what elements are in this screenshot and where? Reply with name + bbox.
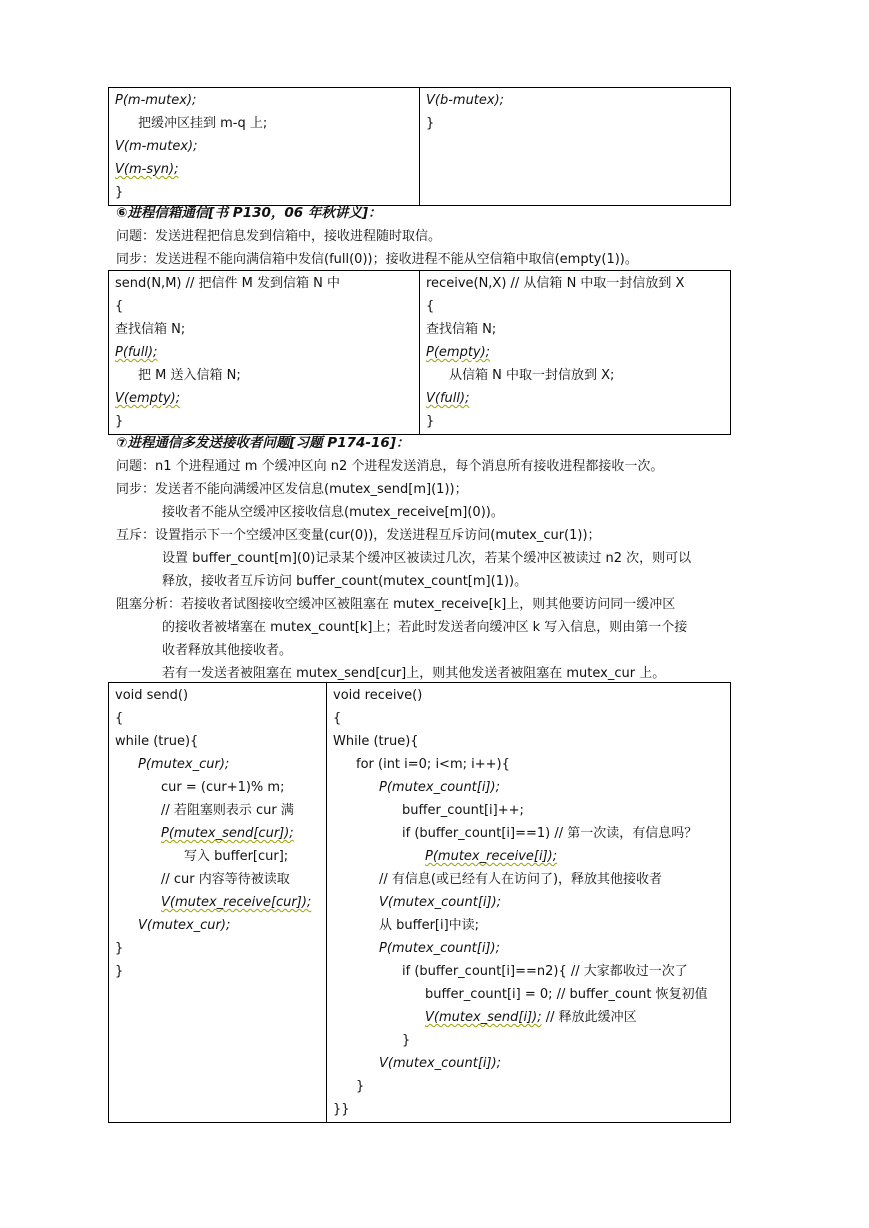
code-line: P(mutex_count[i]); (379, 941, 500, 956)
section7-line: 的接收者被堵塞在 mutex_count[k]上；若此时发送者向缓冲区 k 写入信息，则由第一个接 (162, 620, 688, 635)
table3-left-cell (109, 683, 327, 1123)
code-table-2 (108, 270, 731, 435)
section7-line: 互斥：设置指示下一个空缓冲区变量(cur(0))，发送进程互斥访问(mutex_cur(1))； (116, 528, 601, 543)
code-line: { (115, 299, 124, 314)
code-line: receive(N,X) // 从信箱 N 中取一封信放到 X (426, 276, 685, 291)
code-line: 把 M 送入信箱 N; (138, 368, 241, 383)
table2-right-cell (420, 271, 731, 435)
code-line: for (int i=0; i<m; i++){ (356, 757, 510, 772)
code-line: P(mutex_send[cur]); (161, 826, 294, 841)
code-line: 查找信箱 N; (426, 322, 497, 337)
code-line: V(mutex_cur); (138, 918, 231, 933)
code-line: cur = (cur+1)% m; (161, 780, 285, 795)
code-line: V(m-syn); (115, 162, 179, 177)
code-line: V(m-mutex); (115, 139, 198, 154)
section7-line: 收者释放其他接收者。 (162, 643, 293, 658)
code-line: { (333, 711, 342, 726)
table1-right-cell (420, 88, 731, 206)
code-line: V(full); (426, 391, 470, 406)
code-line: 查找信箱 N; (115, 322, 186, 337)
code-line: V(mutex_count[i]); (379, 895, 502, 910)
code-line: if (buffer_count[i]==n2){ // 大家都收过一次了 (402, 964, 688, 979)
code-line: 写入 buffer[cur]; (184, 849, 289, 864)
code-line: V(empty); (115, 391, 181, 406)
code-line: V(mutex_count[i]); (379, 1056, 502, 1071)
code-line: While (true){ (333, 734, 419, 749)
code-line: } (115, 964, 124, 979)
code-line: while (true){ (115, 734, 199, 749)
code-line: // 有信息(或已经有人在访问了)，释放其他接收者 (379, 872, 663, 887)
section7-line: 问题：n1 个进程通过 m 个缓冲区向 n2 个进程发送消息，每个消息所有接收进程都接收一次。 (116, 459, 664, 474)
section7-line: 释放，接收者互斥访问 buffer_count(mutex_count[m](1))。 (162, 574, 528, 589)
code-line: // 若阻塞则表示 cur 满 (161, 803, 294, 818)
code-line: P(mutex_cur); (138, 757, 230, 772)
code-line: }} (333, 1102, 350, 1117)
section7-line: 同步：发送者不能向满缓冲区发信息(mutex_send[m](1))； (116, 482, 468, 497)
code-line: 从信箱 N 中取一封信放到 X; (449, 368, 615, 383)
code-line: P(full); (115, 345, 158, 360)
code-line: P(mutex_count[i]); (379, 780, 500, 795)
section7-line: 接收者不能从空缓冲区接收信息(mutex_receive[m](0))。 (162, 505, 504, 520)
code-line: { (115, 711, 124, 726)
code-line: buffer_count[i]++; (402, 803, 524, 818)
code-table-3 (108, 682, 731, 1123)
code-line: void send() (115, 688, 189, 703)
table3-right-cell (327, 683, 731, 1123)
code-line: void receive() (333, 688, 423, 703)
code-line: } (115, 941, 124, 956)
section7-line: 若有一发送者被阻塞在 mutex_send[cur]上，则其他发送者被阻塞在 mutex_cur 上。 (162, 666, 666, 681)
code-line: P(empty); (426, 345, 491, 360)
code-line: buffer_count[i] = 0; // buffer_count 恢复初值 (425, 987, 708, 1002)
section7-line: 阻塞分析：若接收者试图接收空缓冲区被阻塞在 mutex_receive[k]上，则其他要访问同一缓冲区 (116, 597, 676, 612)
code-line: P(m-mutex); (115, 93, 197, 108)
code-table-1 (108, 87, 731, 206)
code-line: P(mutex_receive[i]); (425, 849, 558, 864)
section7-body (116, 455, 756, 685)
code-line: } (402, 1033, 411, 1048)
code-line: V(mutex_send[i]); // 释放此缓冲区 (425, 1010, 637, 1025)
section6-sync: 同步：发送进程不能向满信箱中发信(full(0))；接收进程不能从空信箱中取信(empty(1))。 (116, 252, 638, 267)
section7-line: 设置 buffer_count[m](0)记录某个缓冲区被读过几次，若某个缓冲区被读过 n2 次，则可以 (162, 551, 692, 566)
code-line: V(mutex_receive[cur]); (161, 895, 312, 910)
section6-heading: ⑥进程信箱通信[书 P130，06 年秋讲义]： (116, 205, 382, 221)
section6-problem: 问题：发送进程把信息发到信箱中，接收进程随时取信。 (116, 229, 442, 244)
code-line: } (115, 414, 124, 429)
code-line: if (buffer_count[i]==1) // 第一次读，有信息吗？ (402, 826, 698, 841)
code-line: send(N,M) // 把信件 M 发到信箱 N 中 (115, 276, 340, 291)
code-line: V(b-mutex); (426, 93, 505, 108)
code-line: } (426, 116, 435, 131)
code-line: // cur 内容等待被读取 (161, 872, 290, 887)
code-line: { (426, 299, 435, 314)
table2-left-cell (109, 271, 420, 435)
code-line: } (426, 414, 435, 429)
code-line: } (356, 1079, 365, 1094)
code-line: } (115, 185, 124, 200)
section7-heading: ⑦进程通信多发送接收者问题[习题 P174-16]： (116, 435, 410, 451)
code-line: 从 buffer[i]中读; (379, 918, 480, 933)
code-line: 把缓冲区挂到 m-q 上; (138, 116, 268, 131)
table1-left-cell (109, 88, 420, 206)
